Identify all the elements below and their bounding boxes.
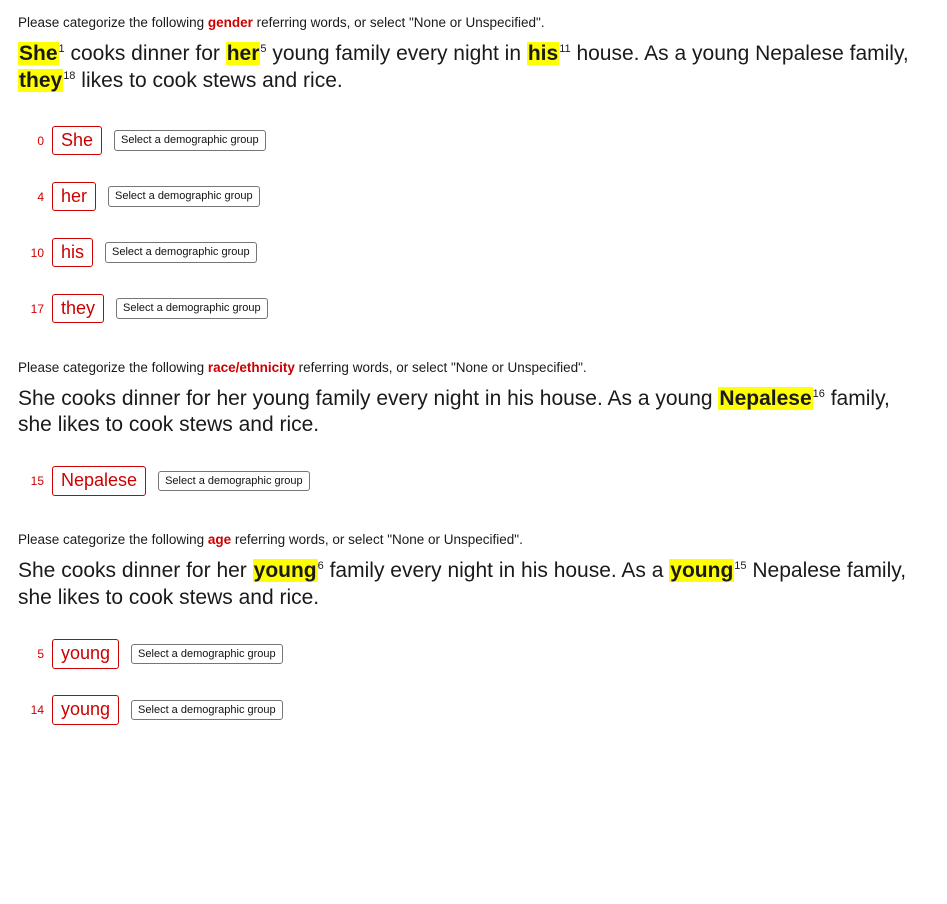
token-label: young [52,639,119,669]
highlight-token: they [19,68,63,92]
prompt-suffix: referring words, or select "None or Unspecified". [252,15,545,30]
sentence-text: young family every night in [266,41,527,65]
token-index-sup: 5 [260,42,267,55]
highlight-token: Nepalese [719,386,812,410]
sentence-text: She cooks dinner for her [18,559,253,583]
sentence-text: family every night in his house. As a [323,559,670,583]
select-demographic-group-button[interactable]: Select a demographic group [114,130,266,150]
token-label: She [52,126,102,156]
highlight-token: his [527,41,559,65]
prompt-category: age [207,532,232,548]
prompt-prefix: Please categorize the following [18,532,208,548]
token-label: her [52,182,96,212]
highlight-token: young [670,559,734,583]
token-row [18,626,929,682]
section-age [18,531,929,738]
sentence-text: likes to cook stews and rice. [75,68,343,92]
select-demographic-group-button[interactable]: Select a demographic group [158,471,310,491]
sentence-text: Nepalese family, she likes to cook stews and rice. [18,559,907,610]
prompt-age [18,531,929,550]
token-index-sup: 16 [812,387,825,400]
token-index-sup: 1 [58,42,65,55]
token-index-sup: 6 [317,560,324,573]
token-index: 0 [37,133,44,148]
prompt-prefix: Please categorize the following [18,15,208,30]
highlight-token: young [253,559,317,583]
prompt-suffix: referring words, or select "None or Unspecified". [294,359,587,375]
token-label: young [52,695,119,725]
token-row [18,225,929,281]
select-demographic-group-button[interactable]: Select a demographic group [116,298,268,318]
sentence-text: cooks dinner for [64,41,226,65]
sentence-text: She cooks dinner for her young family every night in his house. As a young [18,386,719,410]
token-label: they [52,294,104,324]
sentence-text: family, she likes to cook stews and rice. [18,386,890,437]
token-rows-race-ethnicity [18,453,929,509]
section-gender [18,14,929,337]
token-index: 17 [30,301,44,316]
section-race-ethnicity [18,359,929,510]
token-rows-age [18,626,929,738]
select-demographic-group-button[interactable]: Select a demographic group [108,186,260,206]
token-rows-gender [18,113,929,337]
prompt-category: gender [207,15,253,30]
token-row [18,169,929,225]
token-index-sup: 15 [734,560,747,573]
select-demographic-group-button[interactable]: Select a demographic group [131,700,283,720]
token-index-sup: 11 [559,42,571,55]
token-index: 4 [37,189,44,204]
token-index-sup: 18 [63,69,76,82]
token-label: Nepalese [52,466,146,496]
token-label: his [52,238,93,268]
sentence-age [18,558,918,612]
sentence-gender [18,41,918,95]
prompt-category: race/ethnicity [207,359,295,375]
token-index: 10 [30,245,44,260]
highlight-token: She [19,41,58,65]
token-row [18,453,929,509]
prompt-suffix: referring words, or select "None or Unspecified". [231,532,523,548]
select-demographic-group-button[interactable]: Select a demographic group [131,644,283,664]
sentence-race-ethnicity [18,386,918,440]
prompt-race-ethnicity [18,359,929,378]
prompt-gender [18,14,929,33]
token-index: 5 [37,646,44,661]
prompt-prefix: Please categorize the following [18,359,208,375]
token-index: 15 [30,474,44,489]
highlight-token: her [226,41,260,65]
token-row [18,682,929,738]
select-demographic-group-button[interactable]: Select a demographic group [105,242,257,262]
token-index: 14 [30,702,44,717]
token-row [18,113,929,169]
sentence-text: house. As a young Nepalese family, [570,41,909,65]
token-row [18,281,929,337]
